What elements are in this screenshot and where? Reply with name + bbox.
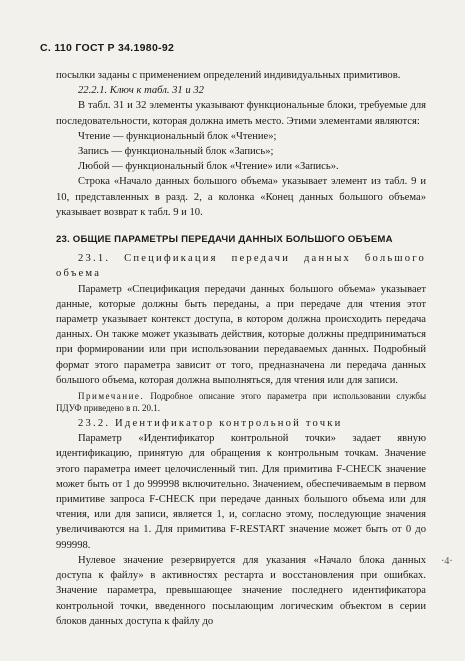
list-item-any: Любой — функциональный блок «Чтение» или «Запись». [78, 161, 339, 173]
paragraph-bulk-start: Строка «Начало данных большого объема» указывает элемент из табл. 9 и 10, представленных в разд. 2, а колонка «Конец данных большого объема» указывает возврат к табл. 9 и 10. [56, 176, 426, 218]
note-text: Подробное описание этого параметра при использовании службы ПДУФ приведено в п. 20.1. [56, 391, 427, 414]
subsection-heading-checkpoint: 23.2. Идентификатор контрольной точки [78, 418, 343, 430]
subsection-heading-spec: 23.1. Спецификация передачи данных большого объема [56, 253, 426, 280]
page-header: С. 110 ГОСТ Р 34.1980-92 [40, 42, 175, 54]
margin-mark: ·4· [441, 556, 453, 567]
paragraph-continuation: посылки заданы с применением определений индивидуальных примитивов. [56, 70, 401, 81]
document-body [56, 68, 426, 629]
list-item-read: Чтение — функциональный блок «Чтение»; [78, 130, 277, 142]
section-heading: 23. ОБЩИЕ ПАРАМЕТРЫ ПЕРЕДАЧИ ДАННЫХ БОЛЬШОГО ОБЪЕМА [56, 234, 393, 246]
list-item-write: Запись — функциональный блок «Запись»; [78, 146, 274, 158]
note-label: Примечание. [78, 391, 145, 402]
paragraph-elements: В табл. 31 и 32 элементы указывают функциональные блоки, требуемые для последовательности, которая должна иметь место. Этими элементами являются: [56, 100, 426, 127]
paragraph-zero-value: Нулевое значение резервируется для указания «Начало блока данных доступа к файлу» в активностях рестарта и восстановления при ошибках. Значение параметра, превышающее значение последнего идентификатора контрольной точки, введенного посылающим логическим объектом в серии блоков данных доступа к файлу до [56, 554, 426, 627]
note [56, 390, 426, 414]
paragraph-spec: Параметр «Спецификация передачи данных большого объема» указывает данные, которые должны быть переданы, а при передаче для чтения этот параметр указывает контекст доступа, в котором должна происходить передача данных. Он также может указывать действия, которые должны предприниматься при формировании или при использовании передаваемых данных. Подробный формат этого параметра зависит от того, предназначена ли передача данных большого объема, которая должна выполняться, для чтения или для записи. [56, 283, 426, 386]
paragraph-checkpoint: Параметр «Идентификатор контрольной точки» задает явную идентификацию, принятую для обращения к контрольным точкам. Значение этого параметра имеет целочисленный тип. Для примитива F-CHECK значение может быть от 1 до 999998 включительно. Значением, обеспечиваемым в первом примитиве запроса F-CHECK при передаче данных большого объема или для чтения, или для записи, является 1, и, согласно этому, последующие значения увеличиваются на 1. Для примитива F-RESTART значение может быть от 0 до 999998. [56, 433, 426, 551]
clause-heading: 22.2.1. Ключ к табл. 31 и 32 [78, 85, 204, 97]
